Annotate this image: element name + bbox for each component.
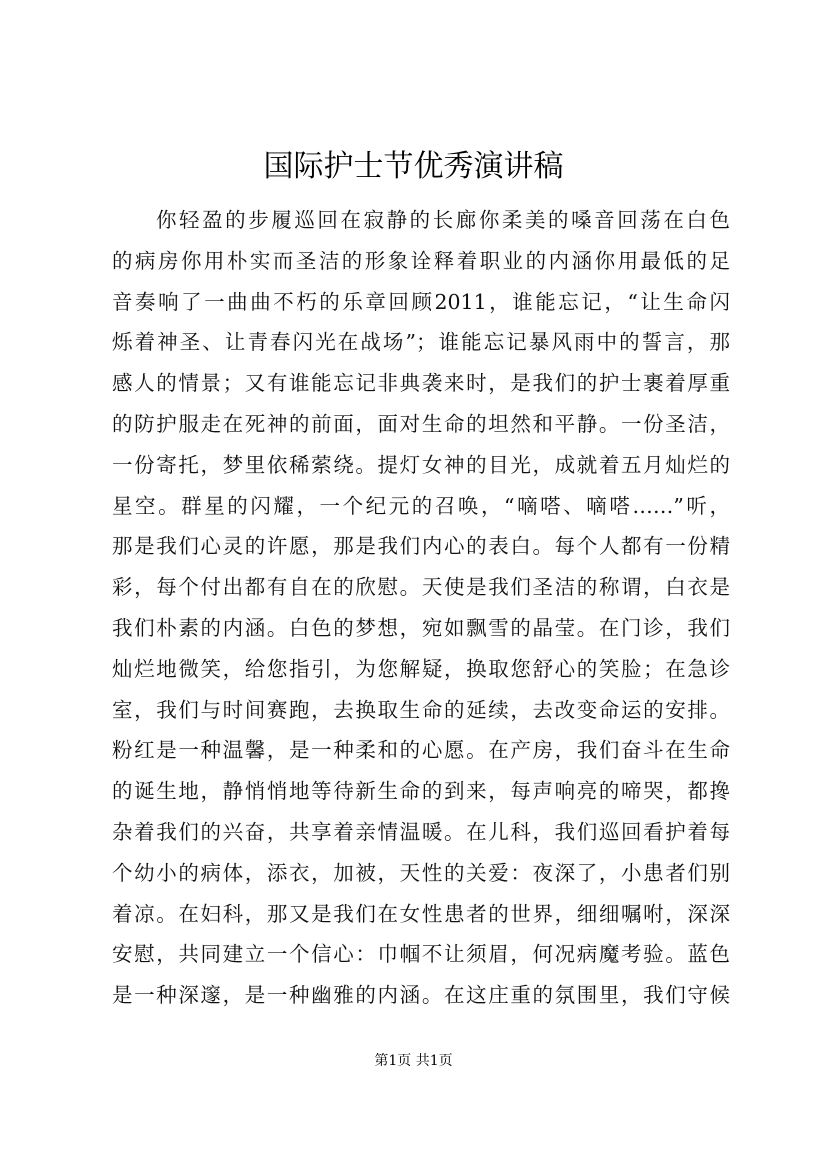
- body-text-line: 室，我们与时间赛跑，去换取生命的延续，去改变命运的安排。: [112, 697, 730, 722]
- document-body: [112, 200, 730, 1016]
- body-text-line: 一份寄托，梦里依稀萦绕。提灯女神的目光，成就着五月灿烂的: [112, 452, 730, 477]
- body-text-line: 杂着我们的兴奋，共享着亲情温暖。在儿科，我们巡回看护着每: [112, 819, 730, 844]
- body-text-line: 粉红是一种温馨，是一种柔和的心愿。在产房，我们奋斗在生命: [112, 738, 730, 763]
- body-text-line: 的诞生地，静悄悄地等待新生命的到来，每声响亮的啼哭，都搀: [112, 779, 730, 804]
- body-text-line: 那是我们心灵的许愿，那是我们内心的表白。每个人都有一份精: [112, 534, 730, 559]
- page-footer: 第1页 共1页: [374, 1053, 453, 1069]
- document-title: 国际护士节优秀演讲稿: [263, 149, 564, 184]
- body-text-line: 音奏响了一曲曲不朽的乐章回顾2011，谁能忘记，“让生命闪: [112, 289, 730, 314]
- body-text-line: 感人的情景；又有谁能忘记非典袭来时，是我们的护士裹着厚重: [112, 371, 730, 396]
- body-text-line: 个幼小的病体，添衣，加被，天性的关爱：夜深了，小患者们别: [112, 860, 730, 885]
- body-text-line: 彩，每个付出都有自在的欣慰。天使是我们圣洁的称谓，白衣是: [112, 575, 730, 600]
- body-text-line: 我们朴素的内涵。白色的梦想，宛如飘雪的晶莹。在门诊，我们: [112, 615, 730, 640]
- body-text-line: 的防护服走在死神的前面，面对生命的坦然和平静。一份圣洁，: [112, 411, 730, 436]
- body-text-line: 是一种深邃，是一种幽雅的内涵。在这庄重的氛围里，我们守候: [112, 983, 730, 1008]
- body-text-line: 着凉。在妇科，那又是我们在女性患者的世界，细细嘱咐，深深: [112, 901, 730, 926]
- body-text-line: 星空。群星的闪耀，一个纪元的召唤，“嘀嗒、嘀嗒……”听，: [112, 493, 730, 518]
- body-text-line: 的病房你用朴实而圣洁的形象诠释着职业的内涵你用最低的足: [112, 248, 730, 273]
- body-text-line: 烁着神圣、让青春闪光在战场”；谁能忘记暴风雨中的誓言，那: [112, 330, 730, 355]
- body-text-line: 你轻盈的步履巡回在寂静的长廊你柔美的嗓音回荡在白色: [156, 208, 730, 232]
- body-text-line: 灿烂地微笑，给您指引，为您解疑，换取您舒心的笑脸；在急诊: [112, 656, 730, 681]
- body-text-line: 安慰，共同建立一个信心：巾帼不让须眉，何况病魔考验。蓝色: [112, 942, 730, 967]
